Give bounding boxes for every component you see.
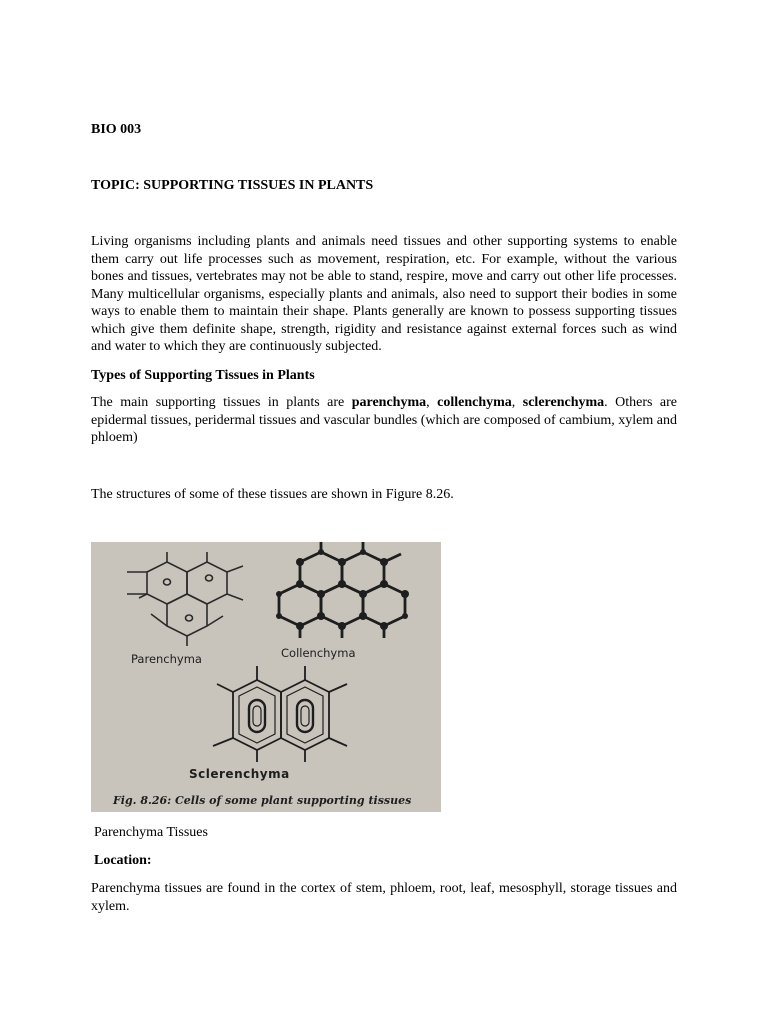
types-heading: Types of Supporting Tissues in Plants xyxy=(91,368,315,383)
tissue-figure xyxy=(91,542,441,812)
term-parenchyma: parenchyma xyxy=(351,395,427,410)
label-collenchyma: Collenchyma xyxy=(281,646,356,660)
topic-title: TOPIC: SUPPORTING TISSUES IN PLANTS xyxy=(91,178,374,193)
parenchyma-heading: Parenchyma Tissues xyxy=(94,825,208,840)
term-collenchyma: collenchyma xyxy=(437,395,512,410)
course-code: BIO 003 xyxy=(91,122,142,137)
label-sclerenchyma: Sclerenchyma xyxy=(189,767,290,781)
term-sclerenchyma: sclerenchyma xyxy=(522,395,605,410)
intro-paragraph: Living organisms including plants and animals need tissues and other supporting systems to enable them carry out life processes such as movement, respiration, etc. For example, without the various bones and tissues, vertebrates may not be able to stand, respire, move and carry out other life processes. Many multicellular organisms, especially plants and animals, also need to support their bodies in some ways to enable them to maintain their shape. Plants generally are known to possess supporting tissues which give them definite shape, strength, rigidity and resistance against external forces such as wind and water to which they are continuously subjected. xyxy=(91,234,677,354)
types-intro-text: The main supporting tissues in plants are xyxy=(91,395,352,410)
tissue-diagram xyxy=(91,542,441,812)
label-parenchyma: Parenchyma xyxy=(131,652,202,666)
separator: , xyxy=(511,395,523,410)
figure-caption: Fig. 8.26: Cells of some plant supporting tissues xyxy=(113,794,412,807)
location-heading: Location: xyxy=(94,853,152,868)
separator: , xyxy=(426,395,438,410)
structures-sentence: The structures of some of these tissues are shown in Figure 8.26. xyxy=(91,487,454,502)
types-rest-text: . Others are epidermal tissues, peridermal tissues and vascular bundles (which are composed of cambium, xylem and phloem) xyxy=(91,395,678,445)
sclerenchyma-diagram xyxy=(213,666,347,762)
location-text: Parenchyma tissues are found in the cortex of stem, phloem, root, leaf, mesosphyll, storage tissues and xylem. xyxy=(91,881,677,914)
parenchyma-diagram xyxy=(127,552,243,646)
types-paragraph xyxy=(91,394,677,447)
